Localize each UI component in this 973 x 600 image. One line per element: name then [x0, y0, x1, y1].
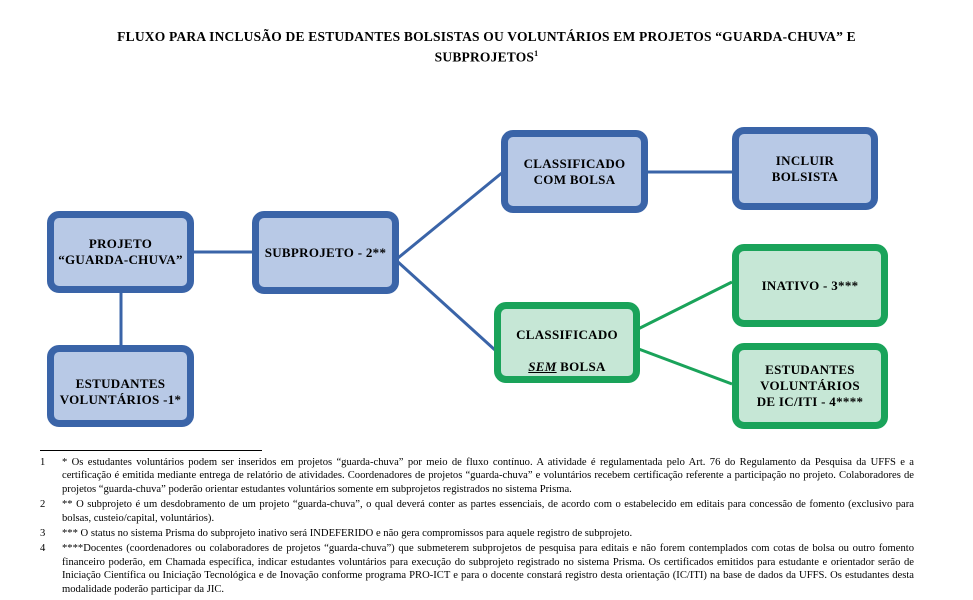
- sem-bolsa-emphasis: SEM: [528, 358, 557, 374]
- title-footnote-mark: 1: [534, 49, 539, 58]
- node-estudantes-voluntarios-ic-iti-4: [732, 343, 888, 429]
- footnote-item: [40, 527, 914, 540]
- footnote-text: ****Docentes (coordenadores ou colaboradores de projetos “guarda-chuva”) que submeterem subprojetos de pesquisa para editais e não forem contemplados com cotas de bolsa ou outro fomento financeiro poderão, em Chamada específica, indicar estudantes voluntários para execução do subprojeto registrado no sistema Prisma. Os certificados emitidos para estudante e orientador serão de Iniciação Científica ou Iniciação Tecnológica e de Inovação conforme programa PRO-ICT e para o docente constará registro desta orientação (IC/ITI) na base de dados da UFFS. Os estudantes desta modalidade poderão participar da JIC.: [62, 543, 914, 595]
- connector-subprojeto-sembolsa: [398, 262, 495, 350]
- footnote-separator: [40, 450, 262, 451]
- node-label: ESTUDANTES VOLUNTÁRIOS -1*: [59, 376, 182, 407]
- footnote-text: * Os estudantes voluntários podem ser inseridos em projetos “guarda-chuva” por meio de fluxo contínuo. A atividade é regulamentada pelo Art. 76 do Regulamento da Pesquisa da UFFS e a certificação é emitida mediante entrega de relatório de atividades. Coordenadores de projetos “guarda-chuva” e voluntários recebem certificação referente a participação no projeto. Colaboradores de projetos “guarda-chuva” poderão orientar estudantes voluntários somente em subprojetos registrados no sistema Prisma.: [62, 457, 914, 495]
- node-label: INATIVO - 3***: [761, 277, 859, 293]
- node-classificado-com-bolsa: [501, 130, 648, 213]
- connector-sembolsa-voluntarios-ic: [636, 348, 732, 384]
- node-classificado-sem-bolsa: [494, 302, 640, 383]
- footnote-number: 1: [40, 457, 46, 468]
- connector-subprojeto-combolsa: [398, 172, 503, 258]
- footnote-number: 4: [40, 543, 46, 555]
- footnote-number: 2: [40, 499, 46, 511]
- title-line-1: FLUXO PARA INCLUSÃO DE ESTUDANTES BOLSISTAS OU VOLUNTÁRIOS EM PROJETOS “GUARDA-CHUVA” E: [117, 29, 856, 44]
- title-line-2-text: SUBPROJETOS: [434, 49, 535, 65]
- footnote-item: [40, 498, 914, 525]
- node-subprojeto-2: [252, 211, 399, 294]
- footnote-text: *** O status no sistema Prisma do subprojeto inativo será INDEFERIDO e não gera compromissos para aquele registro de subprojeto.: [62, 528, 633, 540]
- node-inativo-3: [732, 244, 888, 327]
- node-label: [516, 311, 618, 375]
- node-estudantes-voluntarios-1: [47, 345, 194, 427]
- sem-bolsa-suffix: BOLSA: [556, 358, 606, 374]
- connector-sembolsa-inativo: [636, 282, 732, 330]
- node-label: INCLUIR BOLSISTA: [771, 152, 839, 184]
- node-label: ESTUDANTES VOLUNTÁRIOS DE IC/ITI - 4****: [756, 362, 864, 409]
- footnote-item: [40, 542, 914, 596]
- node-label: SUBPROJETO - 2**: [264, 244, 387, 260]
- node-projeto-guarda-chuva: [47, 211, 194, 293]
- sem-bolsa-prefix: CLASSIFICADO: [516, 326, 618, 342]
- footnote-number: 3: [40, 528, 46, 540]
- node-label: PROJETO “GUARDA-CHUVA”: [58, 236, 183, 267]
- footnote-text: ** O subprojeto é um desdobramento de um projeto “guarda-chuva”, o qual deverá conter as partes essenciais, de acordo com o estabelecido em editais para concessão de fomento (exclusivo para bolsas, custeio/capital, voluntários).: [62, 499, 914, 524]
- node-incluir-bolsista: [732, 127, 878, 210]
- footnotes: [40, 456, 914, 598]
- node-label: CLASSIFICADO COM BOLSA: [523, 155, 626, 187]
- footnote-item: [40, 456, 914, 496]
